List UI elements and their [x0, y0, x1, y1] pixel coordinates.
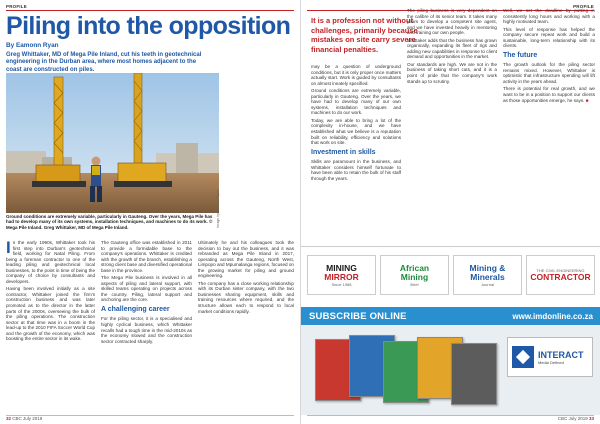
body-paragraph: There is potential for real growth, and we want to be in a position to support our clients as those opportunities emerge, he says. ■: [503, 86, 595, 103]
photo-caption: Ground conditions are extremely variable, particularly in Gauteng. Over the years, Mega Pile has had to develop many of its own systems, installation techniques, and machines to do its work. © Mega Pile Inland. Greg Whittaker, MD of Mega Pile Inland.: [6, 214, 213, 230]
folio-rule: [307, 415, 594, 416]
magazine-cover: [451, 343, 497, 405]
interact-logo: INTERACT Media Defined: [507, 337, 593, 377]
magazine-logos: [307, 255, 595, 295]
subscribe-online-label[interactable]: SUBSCRIBE ONLINE: [309, 311, 407, 322]
body-column-2: [407, 8, 497, 86]
byline: By Eamonn Ryan: [6, 42, 59, 49]
interact-mark-icon: [512, 346, 534, 368]
body-paragraph: Ground conditions are extremely variable, particularly in Gauteng. Over the years, we have had to develop many of our own systems, installation techniques and machines to do our work.: [311, 88, 401, 116]
page-number: 33: [588, 416, 594, 421]
body-column-1: [6, 240, 95, 344]
body-paragraph: Having been involved initially as a site contractor, Whittaker joined the firm's construction business and was later promoted as to the director in the latter parts of the 2000s, overseeing the bulk of the piling operations. The construction sector at that time was in a boom in the lead-up to the 2010 FIFA Soccer World Cup and the growth of the economy, which was boosting the entire sector in its wake.: [6, 286, 95, 342]
subhead: The future: [503, 51, 538, 59]
subhead: Investment in skills: [311, 148, 376, 156]
body-paragraph: The company has a close working relationship with its Durban sister company, with the two businesses sharing equipment, skills and training resources where required, and the structure allows each to respond to local market conditions rapidly.: [198, 280, 294, 314]
page-number: 32: [6, 416, 12, 421]
subscribe-band[interactable]: [301, 307, 600, 325]
section-tag: PROFILE: [573, 4, 594, 9]
piling-rig-photo: [6, 73, 219, 213]
section-tag: PROFILE: [6, 4, 27, 9]
issue-label: CBC July 2019: [557, 416, 588, 421]
body-paragraph: For the piling sector, it is a specialised and highly cyclical business, which Whittaker recalls had a tough time in the mid-2010s as the economy slowed and the construction sector contracted sharply.: [101, 316, 192, 344]
page-folio: [6, 416, 42, 421]
body-column-2: [101, 240, 192, 346]
body-paragraph: Today, we are able to bring a lot of the complexity in-house, and we have established what we believe is a reputation built on reliability, efficiency and solutions that work on site.: [311, 117, 401, 146]
body-paragraph: Ultimately he and his colleagues took the decision to buy out the business, and it was rebranded as Mega Pile Inland in 2017, operating across the Gauteng, North West, Limpopo and Mpumalanga regions, focused on the growing market for piling and ground engineering.: [198, 240, 294, 279]
folio-rule: [6, 415, 294, 416]
issue-label: CBC July 2019: [12, 416, 43, 421]
page-folio: [558, 416, 594, 421]
logo-african-mining: African Mining Brief: [380, 255, 449, 295]
article-headline: Piling into the opposition: [6, 12, 291, 40]
end-mark: ■: [585, 97, 589, 103]
logo-mining-minerals: Mining & Minerals Journal: [453, 255, 522, 295]
body-paragraph: Well, we set the deadline by putting in consistently long hours and working with a highly motivated team.: [503, 8, 595, 25]
body-paragraph: Whittaker adds that the business has grown organically, expanding its fleet of rigs and adding new capabilities in response to client demand and opportunities in the market.: [407, 37, 497, 60]
body-column-3: [503, 8, 595, 105]
body-paragraph: In the early 1990s, Whittaker took his first step into Durban's geotechnical field, working for Natal Piling. From being a foreman contractor to one of the leading piling and geotechnical local businesses, to the point in time of being the company of choice by consultants and developers.: [6, 238, 95, 284]
website-link[interactable]: www.imdonline.co.za: [512, 312, 593, 321]
magazine-covers: [315, 335, 495, 405]
subhead: A challenging career: [101, 306, 170, 314]
drop-cap: I: [6, 238, 11, 257]
body-paragraph: may be a question of underground conditions, but it is only proper once matters actually start. Work is guided by consultants on almost innately specified.: [311, 64, 401, 86]
body-paragraph: The piling business is very dependent on the calibre of its senior team. It takes many years to develop a competent site agent, and we have invested heavily in mentoring and training our own people.: [407, 8, 497, 36]
right-page: [300, 0, 600, 424]
article-photo: [6, 73, 219, 213]
body-paragraph: This level of response has helped the company secure repeat work and build a sustainable, long-term relationship with its clients.: [503, 26, 595, 49]
body-column-1: [311, 64, 401, 183]
logo-mining-mirror: MINING MIRROR Since 1988: [307, 255, 376, 295]
photo-credit: Image by Eamonn Ryan: [216, 190, 220, 228]
ad-lower-panel: [301, 325, 600, 415]
body-column-3: [198, 240, 294, 316]
body-paragraph: Our standards are high. We are not in the business of taking short cuts, and it is a point of pride that the company's work stands up to scrutiny.: [407, 61, 497, 84]
standfirst: Greg Whittaker, MD of Mega Pile Inland, cut his teeth in geotechnical engineering in the Durban area, where most homes adjacent to the coast are constructed on piles.: [6, 52, 202, 73]
body-paragraph: The Gauteng office was established in 2011 to provide a formidable base to the company's operations. Whittaker is credited with the growth of the branch, establishing a strong client base and diversified operational base in the province.: [101, 240, 192, 273]
body-paragraph: Skills are paramount in the business, and Whittaker considers himself fortunate to have been able to retain the bulk of his staff through the years.: [311, 159, 401, 181]
subscription-advert[interactable]: [301, 246, 600, 414]
body-paragraph: The growth outlook for the piling sector remains mixed. However, Whittaker is optimistic that infrastructure spending will lift activity in the years ahead.: [503, 62, 595, 84]
body-paragraph: The Mega Pile business is involved in all aspects of piling and lateral support, with skilled teams operating on projects across the country. Piling, lateral support and anchoring are the core.: [101, 275, 192, 303]
logo-civil-engineering-contractor: THE CIVIL ENGINEERING CONTRACTOR: [526, 255, 595, 295]
section-rule: [6, 10, 294, 11]
pull-quote: It is a profession not without challenges, primarily because mistakes on site carry severe financial penalties.: [311, 16, 418, 54]
